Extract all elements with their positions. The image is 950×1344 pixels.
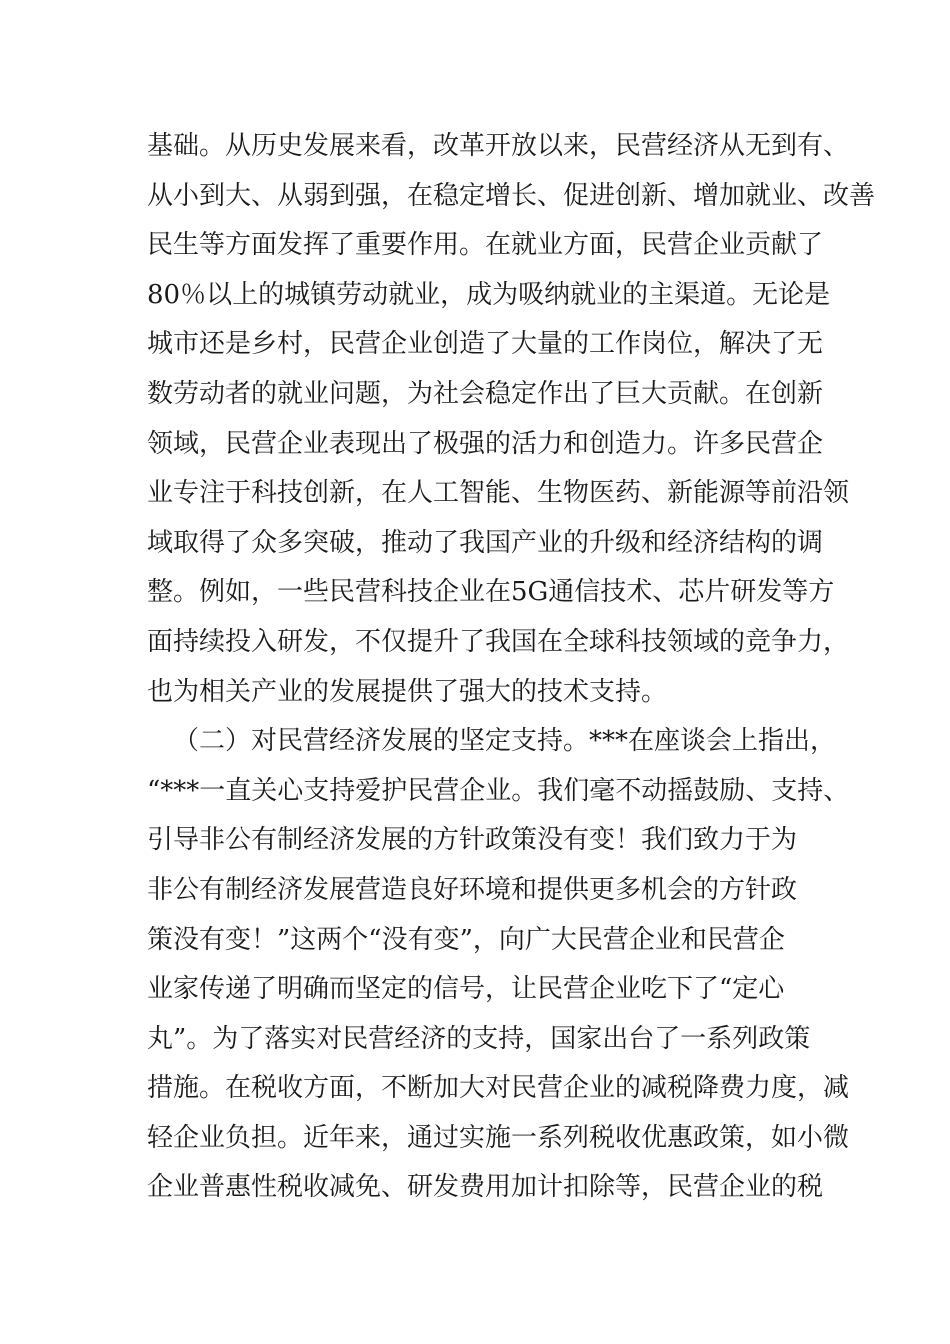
section-heading-line: （二）对民营经济发展的坚定支持。***在座谈会上指出， xyxy=(173,726,837,757)
text-line: 业家传递了明确而坚定的信号，让民营企业吃下了“定心 xyxy=(147,974,785,1005)
text-line: 业专注于科技创新，在人工智能、生物医药、新能源等前沿领 xyxy=(147,478,850,509)
text-line: 面持续投入研发，不仅提升了我国在全球科技领域的竞争力， xyxy=(147,626,850,657)
body-text xyxy=(147,122,876,1213)
text-line: 民生等方面发挥了重要作用。在就业方面，民营企业贡献了 xyxy=(147,230,824,261)
text-line: 丸”。为了落实对民营经济的支持，国家出台了一系列政策 xyxy=(147,1023,811,1054)
text-line: 领域，民营企业表现出了极强的活力和创造力。许多民营企 xyxy=(147,428,824,459)
text-line: 基础。从历史发展来看，改革开放以来，民营经济从无到有、 xyxy=(147,131,850,161)
text-line: 80％以上的城镇劳动就业，成为吸纳就业的主渠道。无论是 xyxy=(147,279,831,310)
text-line: 整。例如，一些民营科技企业在5G通信技术、芯片研发等方 xyxy=(147,577,835,608)
text-line: 非公有制经济发展营造良好环境和提供更多机会的方针政 xyxy=(147,874,798,905)
text-line: 数劳动者的就业问题，为社会稳定作出了巨大贡献。在创新 xyxy=(147,378,824,409)
text-line: 企业普惠性税收减免、研发费用加计扣除等，民营企业的税 xyxy=(147,1172,824,1203)
text-line: “***一直关心支持爱护民营企业。我们毫不动摇鼓励、支持、 xyxy=(147,775,850,806)
text-line: 引导非公有制经济发展的方针政策没有变！我们致力于为 xyxy=(147,825,798,856)
text-line: 从小到大、从弱到强，在稳定增长、促进创新、增加就业、改善 xyxy=(147,180,876,211)
text-line: 轻企业负担。近年来，通过实施一系列税收优惠政策，如小微 xyxy=(147,1122,850,1153)
text-line: 域取得了众多突破，推动了我国产业的升级和经济结构的调 xyxy=(147,527,824,558)
text-line: 城市还是乡村，民营企业创造了大量的工作岗位，解决了无 xyxy=(147,329,824,360)
text-line: 措施。在税收方面，不断加大对民营企业的减税降费力度，减 xyxy=(147,1073,850,1104)
text-line: 策没有变！”这两个“没有变”，向广大民营企业和民营企 xyxy=(147,924,785,955)
text-line: 也为相关产业的发展提供了强大的技术支持。 xyxy=(147,676,668,707)
